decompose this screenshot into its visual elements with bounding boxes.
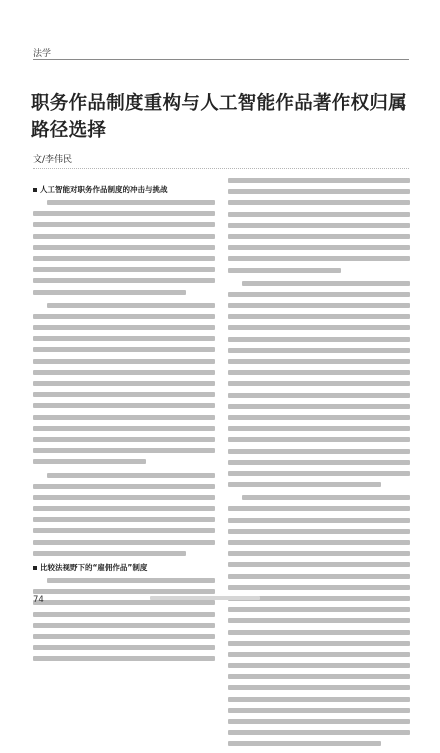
text-line [228,719,410,724]
bullet-icon [33,188,37,192]
text-line [242,495,410,500]
text-line [33,612,215,617]
text-line [228,460,410,465]
text-line [242,281,410,286]
text-line [33,392,215,397]
text-line [33,336,215,341]
text-line [228,540,410,545]
text-line [228,506,410,511]
text-line [33,234,215,239]
text-line [228,551,410,556]
text-line [33,245,215,250]
text-line [33,211,215,216]
text-line [33,325,215,330]
text-line [228,359,410,364]
text-line [47,578,215,583]
text-line [33,290,186,295]
text-line [228,245,410,250]
text-line [228,415,410,420]
text-line [33,448,215,453]
text-line [228,585,410,590]
page-number: 74 [33,595,44,605]
text-line [228,426,410,431]
text-line [33,506,215,511]
text-line [228,730,410,735]
text-line [228,268,341,273]
text-line [228,562,410,567]
section-heading [33,184,215,196]
text-line [228,256,410,261]
text-line [228,370,410,375]
text-line [33,551,186,556]
text-line [228,178,410,183]
text-line [33,528,215,533]
text-line [228,607,410,612]
text-line [228,482,381,487]
text-line [47,303,215,308]
text-line [228,314,410,319]
text-line [228,449,410,454]
text-line [228,663,410,668]
text-line [33,634,215,639]
text-line [33,314,215,319]
text-line [228,381,410,386]
section-heading [33,562,215,574]
text-line [228,529,410,534]
text-line [33,437,215,442]
text-line [33,381,215,386]
text-line [228,697,410,702]
text-line [33,278,215,283]
text-line [228,223,410,228]
text-line [47,473,215,478]
text-line [228,641,410,646]
text-line [228,393,410,398]
text-line [33,222,215,227]
text-line [33,656,215,661]
text-line [33,267,215,272]
text-line [33,426,215,431]
text-line [33,370,215,375]
text-line [228,337,410,342]
text-line [33,540,215,545]
text-line [228,234,410,239]
text-line [228,708,410,713]
text-line [33,415,215,420]
text-line [228,348,410,353]
article-title: 职务作品制度重构与人工智能作品著作权归属路径选择 [31,93,408,141]
text-line [33,256,215,261]
text-line [33,600,215,605]
text-line [228,325,410,330]
text-line [228,574,410,579]
section-heading-text: 比较法视野下的“雇佣作品”制度 [40,563,148,572]
text-line [228,652,410,657]
header-divider [33,59,409,60]
text-line [228,292,410,297]
text-line [228,674,410,679]
text-line [228,437,410,442]
body-text [33,200,215,556]
section-label: 法学 [33,49,52,59]
article-author: 文/李伟民 [33,155,73,165]
text-line [33,403,215,408]
text-line [228,404,410,409]
text-line [228,618,410,623]
text-line [47,200,215,205]
text-line [228,189,410,194]
text-line [33,623,215,628]
text-line [228,200,410,205]
left-column [33,178,215,668]
text-line [33,517,215,522]
text-line [228,685,410,690]
text-line [33,347,215,352]
text-line [228,471,410,476]
section-heading-text: 人工智能对职务作品制度的冲击与挑战 [40,185,168,194]
text-line [33,459,146,464]
text-line [228,518,410,523]
body-text [228,178,410,746]
text-line [228,212,410,217]
text-line [228,303,410,308]
text-line [33,359,215,364]
right-column [228,178,410,753]
bullet-icon [33,566,37,570]
text-line [33,484,215,489]
text-line [228,630,410,635]
text-line [33,645,215,650]
text-line [228,741,381,746]
footer-meta-text [150,596,260,600]
text-line [33,495,215,500]
title-divider [33,168,409,169]
text-line [33,589,215,594]
